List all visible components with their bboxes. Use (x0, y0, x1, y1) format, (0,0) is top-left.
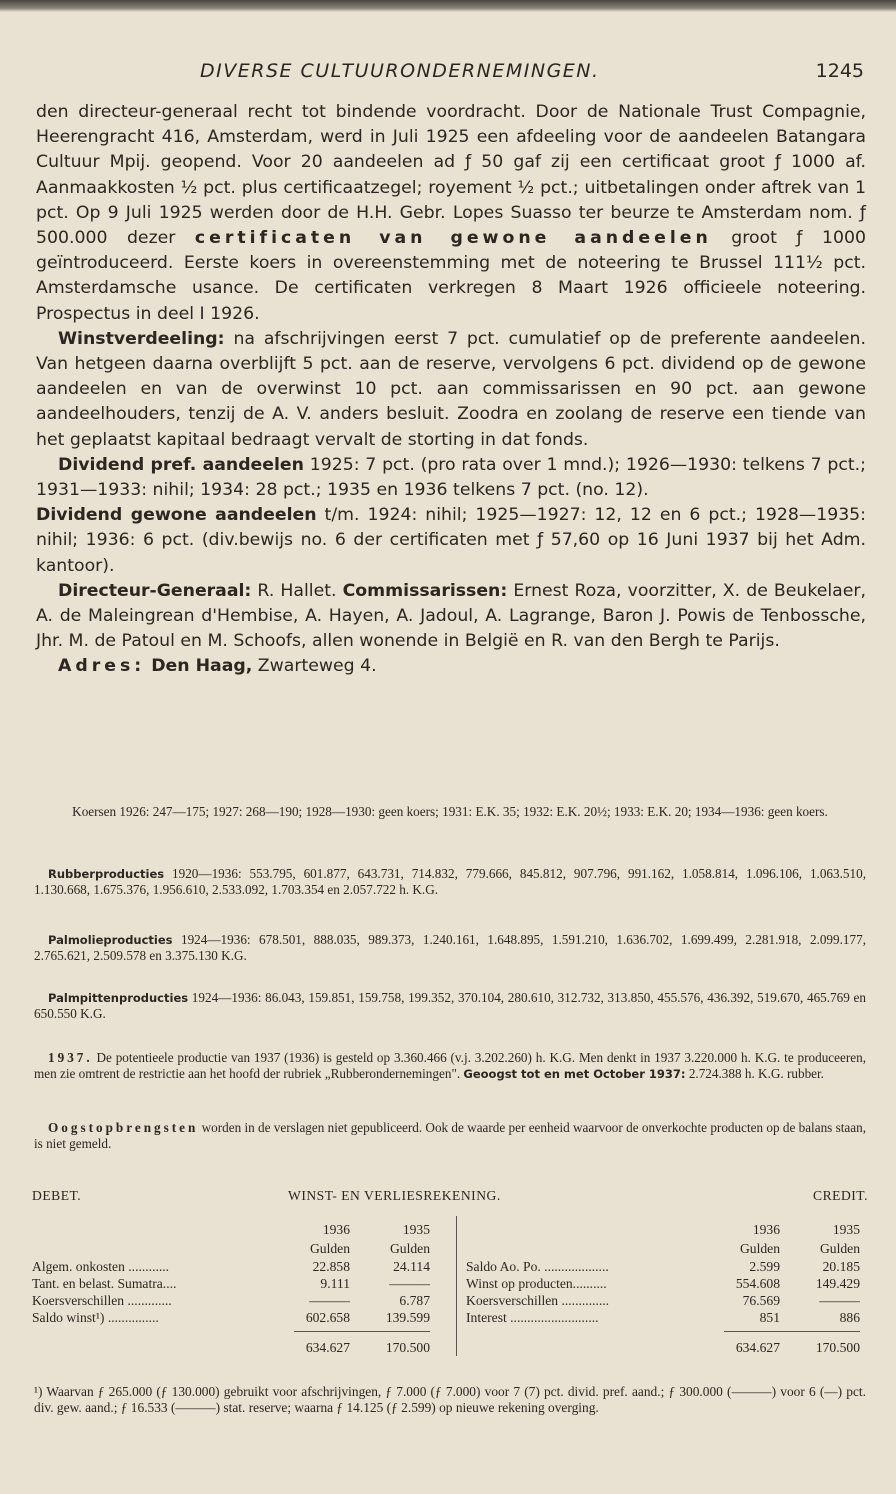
right-row-b: 886 (839, 1310, 860, 1325)
left-row-label: Koersverschillen ............. (32, 1293, 172, 1308)
footnote: ¹) Waarvan ƒ 265.000 (ƒ 130.000) gebruikt voor afschrijvingen, ƒ 7.000 (ƒ 7.000) voor 7 (7) pct. divid. pref. aand.; ƒ 300.000 (———) voor 6 (—) pct. div. gew. aand.; ƒ 16.533 (———) stat. reserve; waarna ƒ 14.125 (ƒ 2.599) op nieuwe rekening overging. (34, 1384, 866, 1415)
right-row-a: 2.599 (749, 1259, 780, 1274)
left-row-b: ——— (389, 1276, 430, 1291)
right-year-a: 1936 (752, 1222, 780, 1237)
paragraph-winstverdeeling: Winstverdeeling: na afschrijvingen eerst 7 pct. cumulatief op de preferente aandeelen. Van hetgeen daarna overblijft 5 pct. aan de reserve, vervolgens 6 pct. dividend op de gewone aandeelen en van de overwinst 10 pct. aan commissarissen en 90 pct. aan gewone aandeelhouders, tenzij de A. V. anders besluit. Zoodra en zoolang de reserve een tiende van het geplaatst kapitaal bedraagt vervalt de storting in dat fonds. (36, 328, 866, 450)
right-row-a: 76.569 (742, 1293, 780, 1308)
paragraph-dividend-gewoon: Dividend gewone aandeelen t/m. 1924: nihil; 1925—1927: 12, 12 en 6 pct.; 1928—1935: nihil; 1936: 6 pct. (div.bewijs no. 6 der certificaten met ƒ 57,60 op 16 Juni 1937 bij het Adm. kantoor). (36, 505, 867, 576)
right-total-rule (724, 1331, 860, 1332)
right-total-b: 170.500 (815, 1340, 860, 1355)
paragraph-dividend-pref: Dividend pref. aandeelen 1925: 7 pct. (pro rata over 1 mnd.); 1926—1930: telkens 7 pct.; 1931—1933: nihil; 1934: 28 pct.; 1935 en 1936 telkens 7 pct. (no. 12). (36, 454, 866, 501)
column-divider (456, 1216, 457, 1356)
label-adres: Adres: (58, 656, 146, 677)
left-row-a: 22.858 (312, 1259, 350, 1274)
right-row-a: 554.608 (735, 1276, 780, 1291)
left-row-a: ——— (309, 1293, 350, 1308)
profit-loss-account (32, 1188, 868, 1368)
credit-label: CREDIT. (813, 1188, 868, 1203)
left-row-label: Tant. en belast. Sumatra.... (32, 1276, 177, 1291)
palmolie-note: Palmolieproducties 1924—1936: 678.501, 888.035, 989.373, 1.240.161, 1.648.895, 1.591.210, 1.636.702, 1.699.499, 2.281.918, 2.099.177, 2.765.621, 2.509.578 en 3.375.130 K.G. (34, 932, 866, 963)
main-text (36, 100, 866, 680)
right-row-label: Interest .......................... (466, 1310, 599, 1325)
right-year-b: 1935 (832, 1222, 860, 1237)
left-row-b: 6.787 (399, 1293, 430, 1308)
left-row-a: 602.658 (305, 1310, 350, 1325)
debet-label: DEBET. (32, 1188, 82, 1203)
left-total-b: 170.500 (385, 1340, 430, 1355)
account-title: WINST- EN VERLIESREKENING. (288, 1188, 501, 1203)
page-number: 1245 (815, 60, 864, 82)
scan-edge (0, 0, 896, 12)
oogst-note: Oogstopbrengsten worden in de verslagen niet gepubliceerd. Ook de waarde per eenheid waarvoor de onverkochte producten op de balans staan, is niet gemeld. (34, 1120, 866, 1151)
right-row-label: Koersverschillen .............. (466, 1293, 610, 1308)
right-row-label: Saldo Ao. Po. ................... (466, 1259, 609, 1274)
page-header (0, 60, 896, 86)
left-year-b: 1935 (402, 1222, 430, 1237)
right-row-b: 149.429 (815, 1276, 860, 1291)
right-unit-a: Gulden (739, 1241, 780, 1256)
running-title: DIVERSE CULTUURONDERNEMINGEN. (200, 60, 600, 82)
label-directeur: Directeur-Generaal: (58, 580, 252, 601)
spaced-term: certificaten van gewone aandeelen (194, 228, 712, 249)
left-total-a: 634.627 (305, 1340, 350, 1355)
left-row-b: 139.599 (385, 1310, 430, 1325)
rubber-note: Rubberproducties 1920—1936: 553.795, 601.877, 643.731, 714.832, 779.666, 845.812, 907.796, 991.162, 1.058.814, 1.096.106, 1.063.510, 1.130.668, 1.675.376, 1.956.610, 2.533.092, 1.703.354 en 2.057.722 h. K.G. (34, 866, 866, 897)
right-row-a: 851 (759, 1310, 780, 1325)
left-row-label: Saldo winst¹) ............... (32, 1310, 159, 1325)
label-dividend-pref: Dividend pref. aandeelen (58, 454, 304, 475)
left-row-b: 24.114 (393, 1259, 430, 1274)
right-row-b: 20.185 (822, 1259, 860, 1274)
left-unit-b: Gulden (389, 1241, 430, 1256)
left-row-label: Algem. onkosten ............ (32, 1259, 170, 1274)
label-winstverdeeling: Winstverdeeling: (58, 328, 225, 349)
paragraph-intro: den directeur-generaal recht tot bindende voordracht. Door de Nationale Trust Compagnie, Heerengracht 416, Amsterdam, werd in Juli 1925 een afdeeling voor de aandeelen Batangara Cultuur Mpij. geopend. Voor 20 aandeelen ad ƒ 50 gaf zij een certificaat groot ƒ 1000 af. Aanmaakkosten ½ pct. plus certificaatzegel; royement ½ pct.; uitbetalingen onder aftrek van 1 pct. Op 9 Juli 1925 werden door de H.H. Gebr. Lopes Suasso ter beurze te Amsterdam nom. ƒ 500.000 dezer certificaten van gewone aandeelen groot ƒ 1000 geïntroduceerd. Eerste koers in overeenstemming met de noteering te Brussel 111½ pct. Amsterdamsche usance. De certificaten verkregen 8 Maart 1926 officieele noteering. Prospectus in deel I 1926. (36, 102, 866, 324)
year-1937-note: 1937. De potentieele productie van 1937 (1936) is gesteld op 3.360.466 (v.j. 3.202.260) h. K.G. Men denkt in 1937 3.220.000 h. K.G. te produceeren, men zie omtrent de restrictie aan het hoofd der rubriek „Rubberondernemingen". Geoogst tot en met October 1937: 2.724.388 h. K.G. rubber. (34, 1050, 866, 1081)
paragraph-bestuur: Directeur-Generaal: R. Hallet. Commissarissen: Ernest Roza, voorzitter, X. de Beukelaer, A. de Maleingrean d'Hembise, A. Hayen, A. Jadoul, A. Lagrange, Baron J. Powis de Tenbossche, Jhr. M. de Patoul en M. Schoofs, allen wonende in België en R. van den Bergh te Parijs. (36, 580, 867, 652)
left-unit-a: Gulden (309, 1241, 350, 1256)
left-row-a: 9.111 (320, 1276, 350, 1291)
palmpit-note: Palmpittenproducties 1924—1936: 86.043, 159.851, 159.758, 199.352, 370.104, 280.610, 312.732, 313.850, 455.576, 436.392, 519.670, 465.769 en 650.550 K.G. (34, 990, 866, 1021)
paragraph-adres: Adres: Den Haag, Zwarteweg 4. (58, 656, 377, 677)
right-unit-b: Gulden (819, 1241, 860, 1256)
left-year-a: 1936 (322, 1222, 350, 1237)
label-commissarissen: Commissarissen: (342, 580, 508, 601)
label-dividend-gewoon: Dividend gewone aandeelen (36, 505, 317, 526)
right-total-a: 634.627 (735, 1340, 780, 1355)
koersen-note: Koersen 1926: 247—175; 1927: 268—190; 1928—1930: geen koers; 1931: E.K. 35; 1932: E.K. 20½; 1933: E.K. 20; 1934—1936: geen koers. (72, 804, 828, 819)
right-row-b: ——— (819, 1293, 860, 1308)
right-row-label: Winst op producten.......... (466, 1276, 607, 1291)
left-total-rule (294, 1331, 430, 1332)
